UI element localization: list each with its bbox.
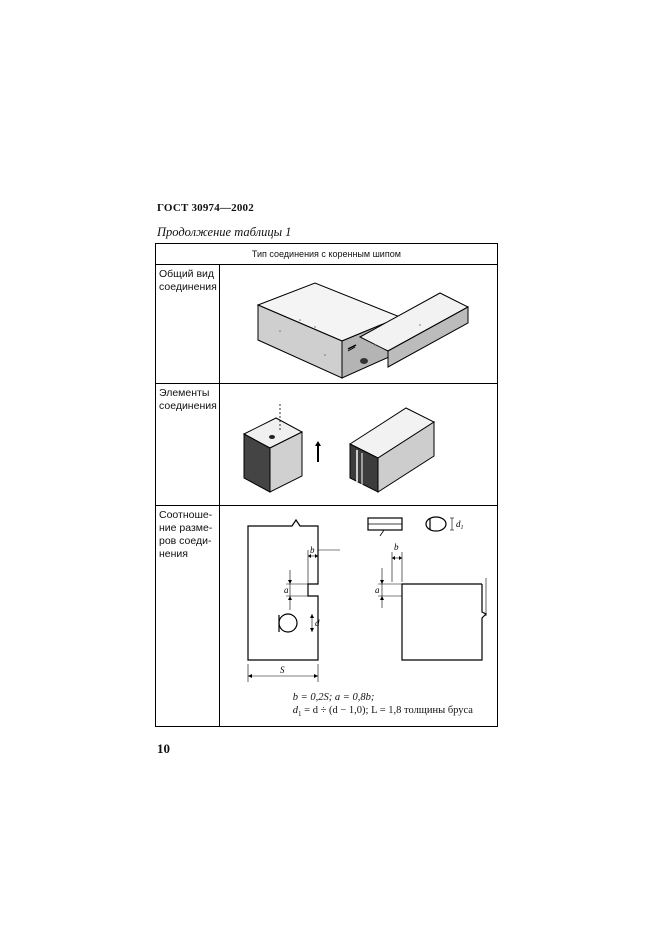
row-label-elements: Элементы соединения xyxy=(156,384,220,506)
page-number: 10 xyxy=(157,741,170,756)
document-code: ГОСТ 30974—2002 xyxy=(157,202,254,214)
proportions-cell xyxy=(219,506,497,727)
dim-a-right: a xyxy=(374,585,380,595)
joint-table xyxy=(155,243,498,727)
column-header: Тип соединения с коренным шипом xyxy=(156,244,498,265)
joint-elements-illustration xyxy=(220,384,497,505)
dim-d: d xyxy=(314,618,320,628)
elements-cell xyxy=(219,384,497,506)
dim-a-left: a xyxy=(283,585,289,595)
dim-b-left: b xyxy=(309,545,315,555)
formula-line-1: b = 0,2S; a = 0,8b; xyxy=(292,691,375,703)
dim-b-right: b xyxy=(393,542,399,552)
table-continuation-caption: Продолжение таблицы 1 xyxy=(157,225,292,239)
row-label-general-view: Общий вид соединения xyxy=(156,265,220,384)
dim-s: S xyxy=(279,665,285,675)
row-label-proportions: Соотноше-ние разме-ров соеди-нения xyxy=(156,506,220,727)
assembled-joint-illustration xyxy=(220,265,497,383)
dim-d1: $d_1$ xyxy=(455,519,464,531)
formula-block xyxy=(293,691,473,721)
general-view-cell xyxy=(219,265,497,384)
formula-line-2: $d_1 = d \div (d - 1,0)$; L = 1,8 толщины бруса xyxy=(292,704,473,718)
